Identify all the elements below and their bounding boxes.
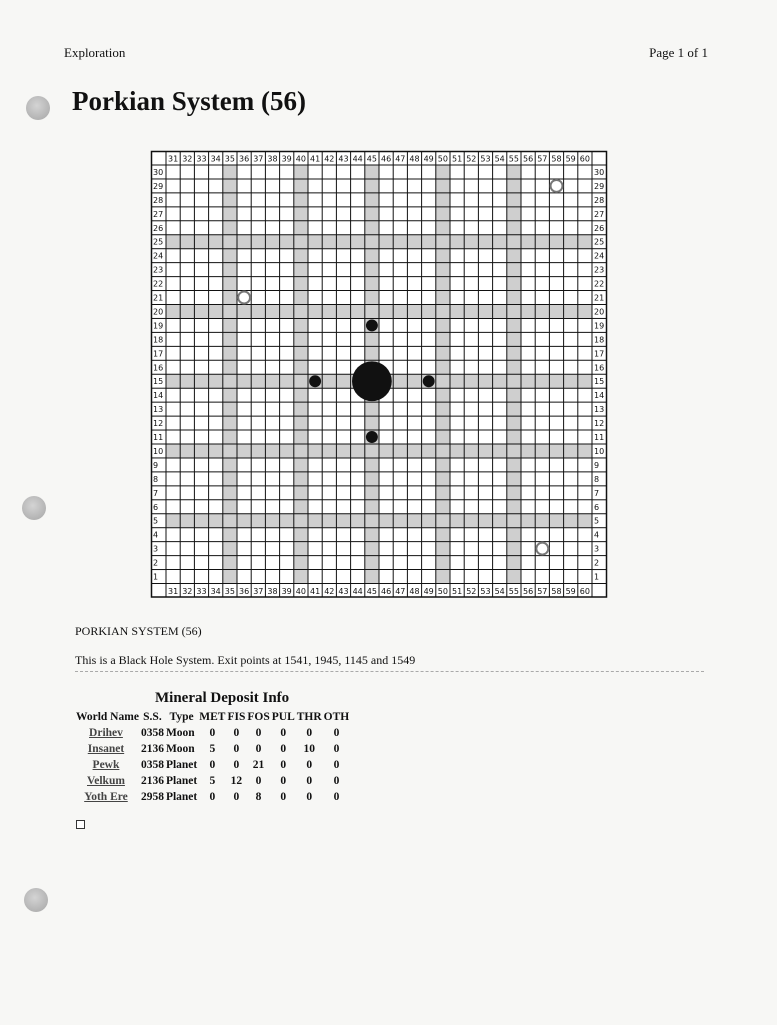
row-label-left: 18 [153, 335, 164, 345]
column-label-bottom: 51 [452, 587, 463, 596]
row-label-right: 16 [594, 363, 605, 373]
column-label-top: 60 [579, 154, 590, 164]
column-header: S.S. [143, 711, 162, 723]
row-label-right: 24 [594, 251, 605, 261]
table-cell: 2958 [140, 791, 164, 803]
row-label-right: 7 [594, 488, 600, 498]
row-label-right: 11 [594, 433, 605, 443]
row-label-right: 25 [594, 237, 605, 247]
row-label-right: 20 [594, 307, 605, 317]
row-label-left: 8 [153, 474, 159, 484]
exit-point-marker [309, 375, 321, 387]
black-hole-marker [352, 361, 392, 401]
column-label-bottom: 38 [267, 587, 278, 596]
row-label-left: 22 [153, 279, 164, 289]
column-label-top: 48 [409, 154, 420, 164]
binder-hole [26, 96, 50, 120]
header-section-label: Exploration [64, 45, 126, 60]
world-name-cell [75, 773, 140, 789]
row-label-left: 9 [153, 460, 159, 470]
table-cell: 0 [333, 775, 340, 787]
table-cell: 10 [303, 743, 315, 755]
column-label-bottom: 60 [579, 587, 590, 596]
row-label-left: 16 [153, 363, 164, 373]
row-label-left: 14 [153, 391, 164, 401]
row-label-left: 17 [153, 349, 164, 359]
column-label-bottom: 42 [324, 587, 335, 596]
row-label-right: 18 [594, 335, 605, 345]
row-label-right: 21 [594, 293, 605, 303]
row-label-right: 27 [594, 209, 605, 219]
world-name-cell [75, 789, 140, 805]
world-link[interactable]: Pewk [92, 759, 120, 771]
table-cell: Planet [165, 775, 198, 787]
column-label-bottom: 52 [466, 587, 477, 596]
column-label-bottom: 53 [480, 587, 491, 596]
row-label-left: 4 [153, 530, 159, 540]
column-label-top: 43 [338, 154, 349, 164]
table-cell: 2136 [140, 743, 164, 755]
row-label-right: 9 [594, 460, 600, 470]
row-label-right: 1 [594, 572, 600, 582]
column-label-top: 33 [196, 154, 207, 164]
row-label-left: 5 [153, 516, 159, 526]
system-map [151, 151, 605, 601]
table-cell: 5 [209, 743, 216, 755]
column-label-bottom: 39 [281, 587, 292, 596]
column-label-bottom: 57 [537, 587, 548, 596]
column-label-top: 46 [381, 154, 392, 164]
row-label-left: 27 [153, 209, 164, 219]
row-label-right: 23 [594, 265, 605, 275]
column-label-top: 55 [508, 154, 519, 164]
table-cell: 0 [209, 791, 216, 803]
row-label-left: 21 [153, 293, 164, 303]
column-header: PUL [271, 711, 295, 723]
column-label-bottom: 59 [565, 587, 576, 596]
row-label-left: 3 [153, 544, 159, 554]
column-label-top: 49 [423, 154, 434, 164]
row-label-right: 8 [594, 474, 600, 484]
column-label-bottom: 33 [196, 587, 207, 596]
table-cell: 0358 [140, 727, 164, 739]
column-label-bottom: 56 [523, 587, 534, 596]
column-label-top: 47 [395, 154, 406, 164]
table-cell: 0 [280, 743, 287, 755]
row-label-right: 5 [594, 516, 600, 526]
binder-hole [24, 888, 48, 912]
row-label-left: 7 [153, 488, 159, 498]
row-label-right: 19 [594, 321, 605, 331]
world-name-cell [75, 741, 140, 757]
table-cell: 0 [280, 759, 287, 771]
row-label-right: 28 [594, 195, 605, 205]
column-label-bottom: 44 [352, 587, 363, 596]
column-label-top: 59 [565, 154, 576, 164]
column-label-bottom: 36 [239, 587, 250, 596]
table-cell: 21 [252, 759, 265, 771]
page-title: Porkian System (56) [72, 86, 306, 116]
column-label-top: 40 [295, 154, 306, 164]
row-label-left: 24 [153, 251, 164, 261]
section-description: This is a Black Hole System. Exit points at 1541, 1945, 1145 and 1549 [75, 653, 416, 667]
world-link[interactable]: Velkum [87, 775, 125, 787]
table-cell: 12 [230, 775, 243, 787]
row-label-right: 6 [594, 502, 600, 512]
table-cell: 2136 [140, 775, 164, 787]
row-label-left: 26 [153, 223, 164, 233]
column-label-top: 42 [324, 154, 335, 164]
row-label-left: 15 [153, 377, 164, 387]
table-row [75, 757, 350, 773]
page-number: Page 1 of 1 [649, 45, 708, 60]
binder-hole [22, 496, 46, 520]
mineral-deposit-title: Mineral Deposit Info [155, 690, 290, 706]
column-label-top: 38 [267, 154, 278, 164]
row-label-left: 2 [153, 558, 159, 568]
row-label-left: 23 [153, 265, 164, 275]
table-cell: 0 [233, 791, 240, 803]
world-name-cell [75, 757, 140, 773]
table-cell: 0 [306, 791, 313, 803]
row-label-left: 29 [153, 181, 164, 191]
row-label-right: 15 [594, 377, 605, 387]
column-label-top: 54 [494, 154, 505, 164]
table-cell: 8 [255, 791, 262, 803]
row-label-left: 28 [153, 195, 164, 205]
row-label-left: 10 [153, 446, 164, 456]
row-label-left: 11 [153, 433, 164, 443]
row-label-right: 22 [594, 279, 605, 289]
table-cell: 0 [233, 759, 240, 771]
row-label-right: 10 [594, 446, 605, 456]
table-cell: 0 [333, 743, 340, 755]
table-cell: Planet [165, 759, 198, 771]
column-header: FOS [247, 711, 270, 723]
column-label-top: 31 [168, 154, 179, 164]
exit-point-marker [423, 375, 435, 387]
row-label-right: 12 [594, 419, 605, 429]
column-label-bottom: 48 [409, 587, 420, 596]
column-label-bottom: 43 [338, 587, 349, 596]
row-label-right: 14 [594, 391, 605, 401]
table-row [75, 741, 350, 757]
row-label-right: 17 [594, 349, 605, 359]
table-header-row [75, 709, 350, 725]
column-label-top: 34 [210, 154, 221, 164]
world-link[interactable]: Insanet [87, 743, 125, 755]
row-label-right: 4 [594, 530, 600, 540]
column-header: Type [169, 711, 194, 723]
table-cell: 5 [209, 775, 216, 787]
row-label-right: 3 [594, 544, 600, 554]
world-link[interactable]: Yoth Ere [84, 791, 128, 803]
column-label-bottom: 37 [253, 587, 264, 596]
column-header: OTH [323, 711, 350, 723]
column-label-bottom: 54 [494, 587, 505, 596]
table-cell: Moon [165, 743, 195, 755]
table-row [75, 789, 350, 805]
table-cell: 0 [333, 791, 340, 803]
table-cell: Moon [165, 727, 195, 739]
column-label-bottom: 41 [310, 587, 321, 596]
table-cell: 0 [255, 743, 262, 755]
row-label-right: 2 [594, 558, 600, 568]
column-label-top: 52 [466, 154, 477, 164]
column-label-top: 44 [352, 154, 363, 164]
column-label-top: 41 [310, 154, 321, 164]
exit-point-marker [366, 319, 378, 331]
table-cell: 0 [280, 727, 287, 739]
table-cell: 0 [306, 775, 313, 787]
table-row [75, 773, 350, 789]
world-link[interactable]: Drihev [89, 727, 123, 739]
column-label-top: 35 [224, 154, 235, 164]
row-label-left: 25 [153, 237, 164, 247]
column-label-top: 50 [437, 154, 448, 164]
row-label-left: 12 [153, 419, 164, 429]
column-label-bottom: 55 [508, 587, 519, 596]
table-cell: 0 [280, 791, 287, 803]
column-label-bottom: 46 [381, 587, 392, 596]
table-cell: 0 [233, 743, 240, 755]
column-label-top: 56 [523, 154, 534, 164]
checkbox[interactable] [76, 820, 85, 829]
column-label-bottom: 40 [295, 587, 306, 596]
column-header: FIS [227, 711, 246, 723]
divider [75, 671, 704, 672]
table-cell: Planet [165, 791, 198, 803]
world-name-cell [75, 725, 140, 741]
table-cell: 0 [233, 727, 240, 739]
column-label-top: 45 [366, 154, 377, 164]
table-cell: 0 [333, 727, 340, 739]
column-label-bottom: 49 [423, 587, 434, 596]
row-label-left: 1 [153, 572, 159, 582]
column-label-bottom: 47 [395, 587, 406, 596]
column-label-top: 36 [239, 154, 250, 164]
table-cell: 0 [209, 759, 216, 771]
row-label-left: 20 [153, 307, 164, 317]
table-cell: 0 [255, 727, 262, 739]
row-label-right: 30 [594, 167, 605, 177]
row-label-right: 26 [594, 223, 605, 233]
row-label-left: 6 [153, 502, 159, 512]
table-cell: 0 [280, 775, 287, 787]
column-label-top: 53 [480, 154, 491, 164]
table-cell: 0 [255, 775, 262, 787]
column-label-bottom: 34 [210, 587, 221, 596]
column-label-bottom: 58 [551, 587, 562, 596]
column-label-top: 39 [281, 154, 292, 164]
column-label-top: 37 [253, 154, 264, 164]
table-cell: 0 [306, 759, 313, 771]
table-cell: 0 [209, 727, 216, 739]
column-label-bottom: 32 [182, 587, 193, 596]
column-label-top: 51 [452, 154, 463, 164]
column-label-top: 32 [182, 154, 193, 164]
column-label-bottom: 45 [366, 587, 377, 596]
row-label-right: 13 [594, 405, 605, 415]
column-label-bottom: 35 [224, 587, 235, 596]
world-marker [238, 292, 250, 304]
mineral-deposit-table [75, 709, 350, 805]
table-cell: 0 [333, 759, 340, 771]
section-caption: PORKIAN SYSTEM (56) [75, 624, 202, 638]
world-marker [551, 180, 563, 192]
column-header: THR [296, 711, 322, 723]
exit-point-marker [366, 431, 378, 443]
column-label-top: 57 [537, 154, 548, 164]
column-header: MET [199, 711, 226, 723]
system-map-grid [151, 151, 605, 601]
table-row [75, 725, 350, 741]
column-header: World Name [76, 711, 139, 723]
column-label-top: 58 [551, 154, 562, 164]
row-label-right: 29 [594, 181, 605, 191]
row-label-left: 30 [153, 167, 164, 177]
row-label-left: 13 [153, 405, 164, 415]
row-label-left: 19 [153, 321, 164, 331]
table-cell: 0 [306, 727, 313, 739]
column-label-bottom: 50 [437, 587, 448, 596]
column-label-bottom: 31 [168, 587, 179, 596]
table-cell: 0358 [140, 759, 164, 771]
world-marker [536, 543, 548, 555]
